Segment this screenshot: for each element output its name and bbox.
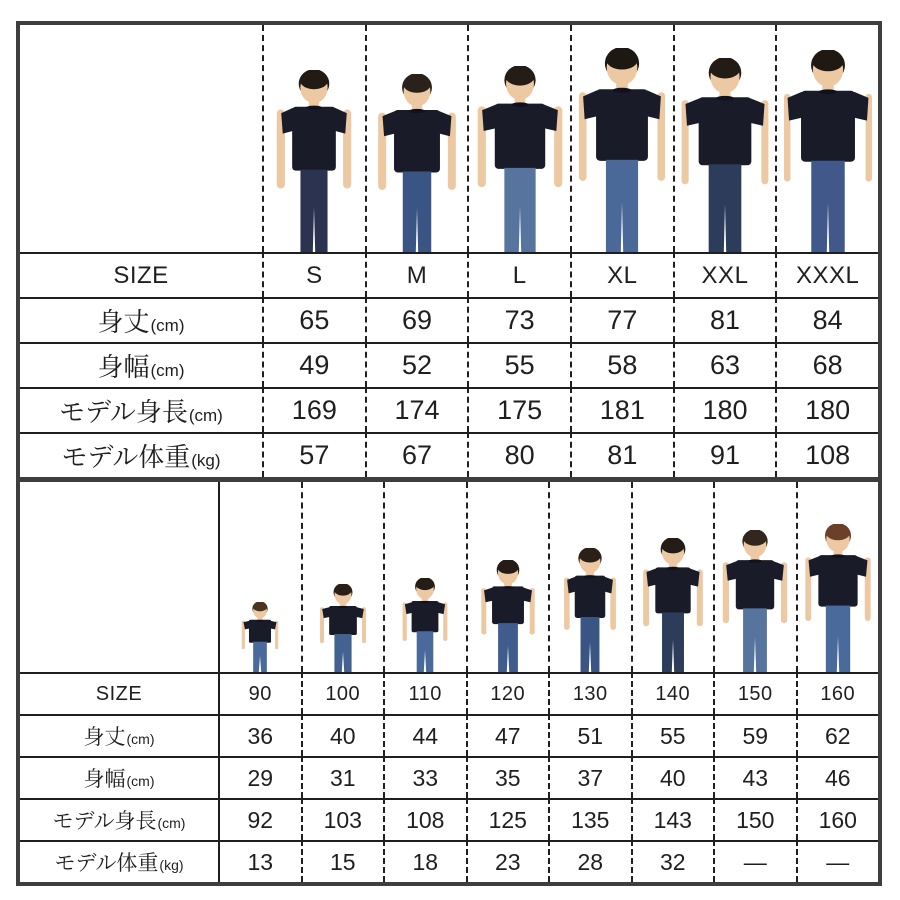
spec-label-text: 身丈 <box>83 726 126 749</box>
person-figure <box>371 74 462 252</box>
adult-body-length-XXL: 81 <box>673 297 776 342</box>
kids-size-table <box>20 482 878 882</box>
size-header-XL: XL <box>570 252 673 297</box>
spec-label-unit: (cm) <box>150 361 185 380</box>
model-photo-100 <box>301 482 384 672</box>
size-header-L: L <box>467 252 570 297</box>
adult-model-height-XL: 181 <box>570 387 673 432</box>
kids-body-width-160: 46 <box>796 756 879 798</box>
model-figure-wrap-100 <box>315 584 371 672</box>
kids-body-length-140: 55 <box>631 714 714 756</box>
size-header-90: 90 <box>218 672 301 714</box>
size-header-140: 140 <box>631 672 714 714</box>
spec-label-unit: (cm) <box>188 406 223 425</box>
kids-body-width-100: 31 <box>301 756 384 798</box>
spec-label-text: モデル体重 <box>54 852 159 875</box>
model-figure-wrap-150 <box>717 530 793 672</box>
kids-model-weight-90: 13 <box>218 840 301 882</box>
size-header-S: S <box>262 252 365 297</box>
spec-label-unit: (cm) <box>126 773 155 789</box>
model-photo-90 <box>218 482 301 672</box>
model-figure-wrap-L <box>471 66 569 252</box>
kids-body-width-110: 33 <box>383 756 466 798</box>
person-figure <box>315 584 371 672</box>
kids-model-weight-120: 23 <box>466 840 549 882</box>
person-figure <box>471 66 569 252</box>
adult-body-width-XL: 58 <box>570 342 673 387</box>
kids-model-height-140: 143 <box>631 798 714 840</box>
adult-model-height-XXL: 180 <box>673 387 776 432</box>
model-photo-L <box>467 25 570 252</box>
size-header-M: M <box>365 252 468 297</box>
adult-body-width-label <box>20 342 262 387</box>
kids-model-height-120: 125 <box>466 798 549 840</box>
adult-model-weight-XXL: 91 <box>673 432 776 477</box>
spec-label-unit: (cm) <box>157 815 186 831</box>
model-figure-wrap-90 <box>237 602 283 672</box>
size-chart-frame <box>16 21 882 886</box>
size-header-110: 110 <box>383 672 466 714</box>
adult-body-length-XL: 77 <box>570 297 673 342</box>
kids-model-weight-100: 15 <box>301 840 384 882</box>
person-figure <box>637 538 709 672</box>
kids-photo-label-spacer <box>20 482 218 672</box>
adult-size-header-label: SIZE <box>20 252 262 297</box>
person-figure <box>237 602 283 672</box>
size-header-XXXL: XXXL <box>775 252 878 297</box>
model-photo-S <box>262 25 365 252</box>
kids-body-length-130: 51 <box>548 714 631 756</box>
size-header-120: 120 <box>466 672 549 714</box>
adult-photo-label-spacer <box>20 25 262 252</box>
kids-model-weight-label <box>20 840 218 882</box>
kids-body-width-140: 40 <box>631 756 714 798</box>
kids-model-weight-160: — <box>796 840 879 882</box>
adult-body-length-M: 69 <box>365 297 468 342</box>
kids-body-width-90: 29 <box>218 756 301 798</box>
spec-label-text: 身丈 <box>97 307 150 337</box>
person-figure <box>559 548 622 672</box>
size-header-100: 100 <box>301 672 384 714</box>
size-header-XXL: XXL <box>673 252 776 297</box>
adult-model-height-M: 174 <box>365 387 468 432</box>
adult-model-height-L: 175 <box>467 387 570 432</box>
model-photo-130 <box>548 482 631 672</box>
person-figure <box>717 530 793 672</box>
adult-model-height-S: 169 <box>262 387 365 432</box>
adult-model-weight-S: 57 <box>262 432 365 477</box>
adult-body-length-label <box>20 297 262 342</box>
kids-model-height-90: 92 <box>218 798 301 840</box>
model-figure-wrap-M <box>371 74 462 252</box>
adult-body-width-M: 52 <box>365 342 468 387</box>
person-figure <box>676 58 774 252</box>
kids-model-height-100: 103 <box>301 798 384 840</box>
size-header-150: 150 <box>713 672 796 714</box>
adult-body-width-L: 55 <box>467 342 570 387</box>
spec-label-text: 身幅 <box>83 768 126 791</box>
spec-label-text: モデル体重 <box>61 442 191 472</box>
spec-label-text: 身幅 <box>97 352 150 382</box>
adult-model-height-label <box>20 387 262 432</box>
spec-label-unit: (kg) <box>191 451 221 470</box>
adult-body-width-S: 49 <box>262 342 365 387</box>
model-photo-XXL <box>673 25 776 252</box>
adult-model-weight-M: 67 <box>365 432 468 477</box>
kids-model-height-label <box>20 798 218 840</box>
kids-body-length-150: 59 <box>713 714 796 756</box>
person-figure <box>573 48 671 252</box>
adult-size-table <box>20 25 878 477</box>
size-header-130: 130 <box>548 672 631 714</box>
adult-model-weight-L: 80 <box>467 432 570 477</box>
model-figure-wrap-120 <box>476 560 540 672</box>
kids-body-width-120: 35 <box>466 756 549 798</box>
kids-body-length-120: 47 <box>466 714 549 756</box>
kids-body-length-label <box>20 714 218 756</box>
kids-body-length-90: 36 <box>218 714 301 756</box>
model-figure-wrap-XL <box>573 48 671 252</box>
model-figure-wrap-S <box>270 70 358 252</box>
person-figure <box>398 578 453 672</box>
adult-model-weight-label <box>20 432 262 477</box>
kids-model-weight-130: 28 <box>548 840 631 882</box>
kids-body-width-label <box>20 756 218 798</box>
kids-body-width-130: 37 <box>548 756 631 798</box>
kids-model-weight-110: 18 <box>383 840 466 882</box>
adult-body-width-XXXL: 68 <box>775 342 878 387</box>
model-photo-120 <box>466 482 549 672</box>
model-figure-wrap-110 <box>398 578 453 672</box>
person-figure <box>270 70 358 252</box>
kids-model-weight-150: — <box>713 840 796 882</box>
size-header-160: 160 <box>796 672 879 714</box>
adult-body-length-S: 65 <box>262 297 365 342</box>
kids-size-header-label: SIZE <box>20 672 218 714</box>
model-figure-wrap-130 <box>559 548 622 672</box>
person-figure <box>779 50 877 252</box>
model-photo-110 <box>383 482 466 672</box>
spec-label-unit: (cm) <box>126 731 155 747</box>
model-photo-140 <box>631 482 714 672</box>
adult-model-weight-XL: 81 <box>570 432 673 477</box>
kids-body-length-110: 44 <box>383 714 466 756</box>
spec-label-unit: (kg) <box>159 857 184 873</box>
model-photo-150 <box>713 482 796 672</box>
spec-label-text: モデル身長 <box>52 810 157 833</box>
kids-model-height-130: 135 <box>548 798 631 840</box>
model-photo-160 <box>796 482 879 672</box>
kids-body-length-100: 40 <box>301 714 384 756</box>
spec-label-text: モデル身長 <box>59 397 188 427</box>
person-figure <box>476 560 540 672</box>
model-photo-XL <box>570 25 673 252</box>
kids-model-height-110: 108 <box>383 798 466 840</box>
kids-model-weight-140: 32 <box>631 840 714 882</box>
adult-model-weight-XXXL: 108 <box>775 432 878 477</box>
spec-label-unit: (cm) <box>150 316 185 335</box>
model-figure-wrap-XXXL <box>779 50 877 252</box>
adult-model-height-XXXL: 180 <box>775 387 878 432</box>
model-figure-wrap-XXL <box>676 58 774 252</box>
model-photo-M <box>365 25 468 252</box>
adult-body-length-XXXL: 84 <box>775 297 878 342</box>
adult-body-length-L: 73 <box>467 297 570 342</box>
model-photo-XXXL <box>775 25 878 252</box>
kids-body-width-150: 43 <box>713 756 796 798</box>
model-figure-wrap-140 <box>637 538 709 672</box>
kids-model-height-150: 150 <box>713 798 796 840</box>
kids-body-length-160: 62 <box>796 714 879 756</box>
adult-body-width-XXL: 63 <box>673 342 776 387</box>
person-figure <box>800 524 876 672</box>
model-figure-wrap-160 <box>800 524 876 672</box>
kids-model-height-160: 160 <box>796 798 879 840</box>
